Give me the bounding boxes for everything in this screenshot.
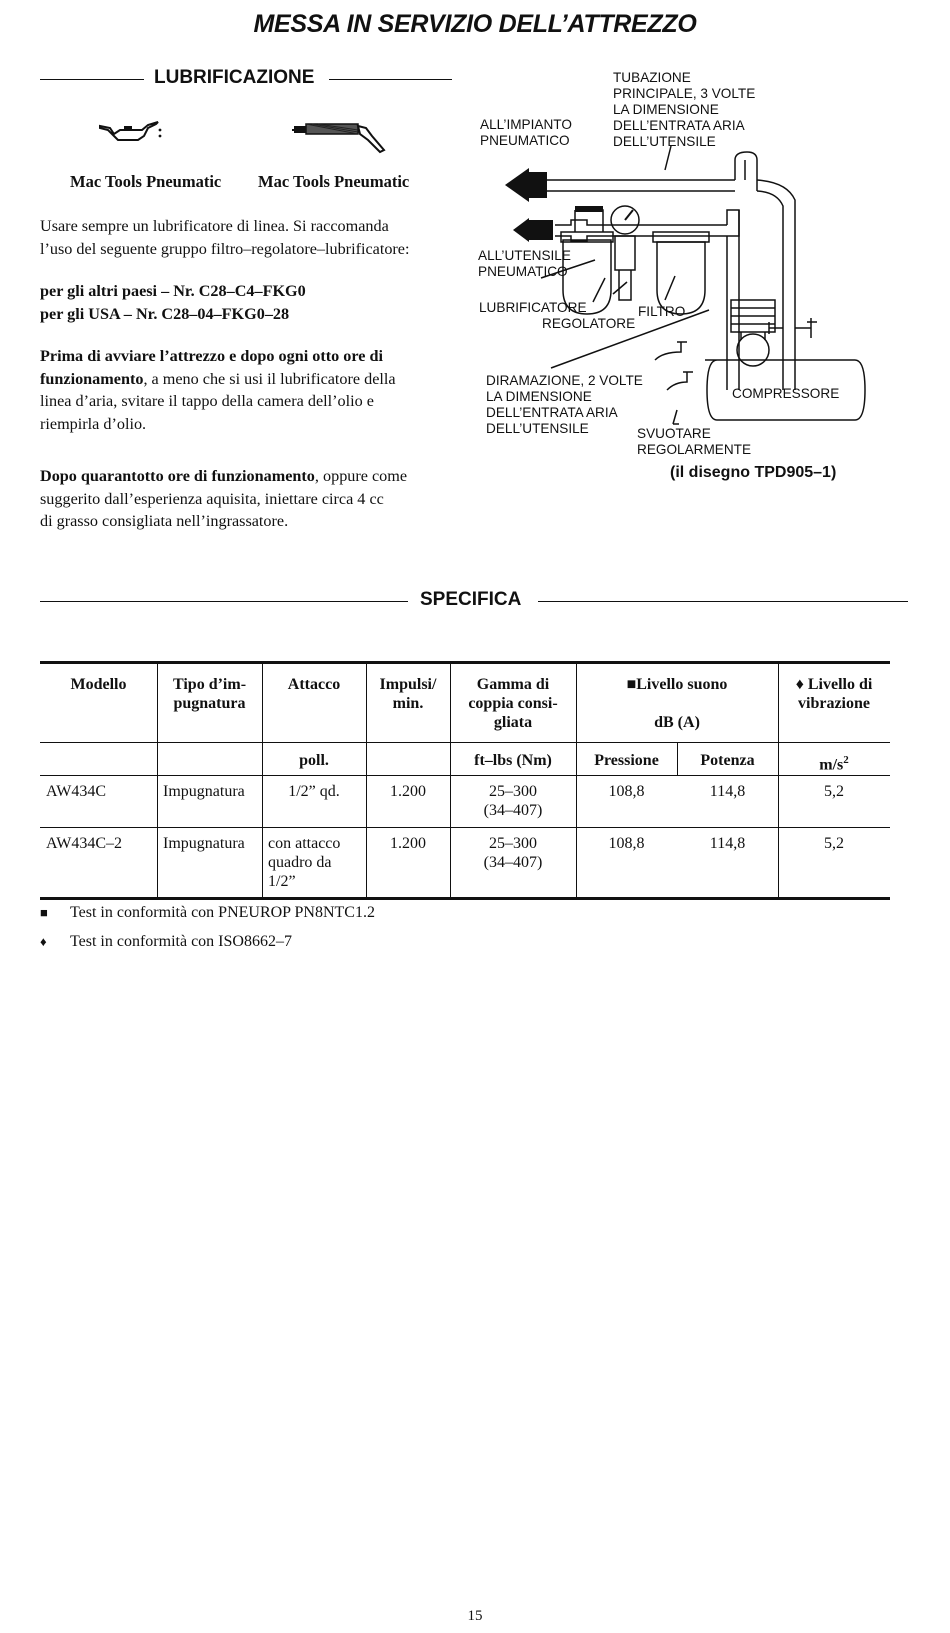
part-numbers [40, 280, 460, 325]
unit-vibration-exponent: 2 [843, 754, 849, 766]
text-line: , a meno che si usi il lubrificatore della [143, 369, 396, 388]
table-cell-drive: 1/2” qd. [288, 783, 340, 800]
header-grip [157, 675, 262, 713]
label-regulator: REGOLATORE [542, 316, 636, 331]
text-line: riempirla d’olio. [40, 414, 147, 433]
unit-torque: ft–lbs (Nm) [474, 752, 552, 769]
part-number-other: per gli altri paesi – Nr. C28–C4–FKG0 [40, 282, 306, 300]
icon-label-oil: Mac Tools Pneumatic [70, 172, 222, 191]
text-line: l’uso del seguente gruppo filtro–regolatore–lubrificatore: [40, 239, 410, 258]
table-cell-torque-ftlbs: 25–300 [489, 835, 537, 852]
spec-heading: SPECIFICA [420, 589, 522, 610]
table-top-rule [40, 661, 890, 664]
label-branch: DIRAMAZIONE, 2 VOLTE LA DIMENSIONE DELL’ENTRATA ARIA DELL’UTENSILE [486, 373, 643, 436]
table-cell-model: AW434C [46, 783, 107, 800]
text-line: di grasso consigliata nell’ingrassatore. [40, 512, 289, 530]
diamond-bullet-icon: ♦ [40, 934, 47, 949]
label-to-tool: ALL’UTENSILE PNEUMATICO [478, 248, 571, 279]
label-to-system: ALL’IMPIANTO PNEUMATICO [480, 117, 572, 148]
header-torque-line: coppia consi- [468, 695, 558, 712]
note-iso [40, 933, 292, 951]
bold-text: funzionamento [40, 369, 144, 388]
label-filter: FILTRO [638, 304, 686, 319]
header-torque-line: gliata [493, 714, 533, 731]
header-sound-unit: dB (A) [654, 714, 700, 731]
spec-table [40, 661, 890, 901]
table-column-divider [576, 661, 577, 899]
table-cell-grip: Impugnatura [163, 835, 245, 852]
header-sound: ■Livello suono [626, 676, 728, 693]
heading-rule-left [40, 79, 144, 80]
label-drain: SVUOTARE REGOLARMENTE [637, 426, 752, 457]
table-row-rule [40, 827, 890, 828]
unit-power: Potenza [700, 752, 755, 769]
page-number: 15 [467, 1608, 483, 1624]
lubrication-paragraph-3 [40, 465, 470, 533]
header-torque-line: Gamma di [476, 676, 550, 693]
note-pneurop [40, 904, 375, 922]
air-system-diagram [478, 60, 915, 510]
table-cell-torque [450, 834, 576, 872]
header-torque [450, 675, 576, 732]
label-main-pipe: TUBAZIONE PRINCIPALE, 3 VOLTE LA DIMENSIONE DELL’ENTRATA ARIA DELL’UTENSILE [613, 70, 756, 149]
header-vibration-line: ♦ Livello di [795, 676, 873, 693]
header-impacts-line: min. [392, 695, 424, 712]
table-cell-model: AW434C–2 [46, 835, 123, 852]
header-vibration-line: vibrazione [798, 695, 870, 712]
table-cell-vibration: 5,2 [824, 835, 844, 852]
text-line: Usare sempre un lubrificatore di linea. Si raccomanda [40, 217, 389, 235]
table-cell-torque-ftlbs: 25–300 [489, 783, 537, 800]
table-header-rule [40, 742, 890, 743]
text-line: suggerito dall’esperienza aquisita, iniettare circa 4 cc [40, 489, 384, 508]
lubrication-heading: LUBRIFICAZIONE [154, 67, 315, 88]
header-vibration [778, 675, 890, 713]
table-cell-drive-line: con attacco [268, 835, 341, 852]
diagram-caption: (il disegno TPD905–1) [670, 464, 837, 481]
unit-pressure: Pressione [594, 752, 659, 769]
header-grip-line: Tipo d’im- [172, 676, 247, 693]
header-impacts-line: Impulsi/ [379, 676, 437, 693]
table-cell-drive-line: 1/2” [268, 873, 296, 890]
unit-vibration [778, 751, 890, 774]
header-drive: Attacco [287, 676, 341, 693]
table-cell-impacts: 1.200 [390, 783, 426, 800]
text-line: linea d’aria, svitare il tappo della camera dell’olio e [40, 392, 374, 410]
unit-drive: poll. [299, 752, 329, 769]
table-column-divider [262, 661, 263, 899]
icon-label-grease: Mac Tools Pneumatic [258, 172, 410, 191]
header-model: Modello [70, 676, 127, 693]
table-bottom-rule [40, 897, 890, 900]
table-cell-pressure: 108,8 [608, 783, 645, 800]
bold-text: Dopo quarantotto ore di funzionamento [40, 467, 315, 485]
label-lubricator: LUBRIFICATORE [479, 300, 587, 315]
lubrication-paragraph-1 [40, 215, 460, 260]
table-cell-torque [450, 782, 576, 820]
note-text: Test in conformità con ISO8662–7 [70, 933, 292, 950]
bold-text: Prima di avviare l’attrezzo e dopo ogni otto ore di [40, 347, 384, 365]
grease-gun-icon [292, 122, 388, 158]
table-cell-torque-nm: (34–407) [483, 802, 543, 819]
table-unit-rule [40, 775, 890, 776]
text-line: , oppure come [314, 467, 408, 485]
table-cell-vibration: 5,2 [824, 783, 844, 800]
table-cell-grip: Impugnatura [163, 783, 245, 800]
header-grip-line: pugnatura [173, 695, 246, 712]
table-cell-drive-line: quadro da [268, 854, 332, 871]
heading-rule-right [329, 79, 452, 80]
note-text: Test in conformità con PNEUROP PN8NTC1.2 [70, 904, 375, 921]
spec-rule-left [40, 601, 408, 602]
oil-can-icon [98, 118, 164, 148]
table-cell-drive [268, 834, 340, 891]
page-title: MESSA IN SERVIZIO DELL’ATTREZZO [253, 10, 697, 38]
table-cell-torque-nm: (34–407) [483, 854, 543, 871]
square-bullet-icon: ■ [40, 905, 48, 920]
table-cell-power: 114,8 [709, 835, 746, 852]
part-number-usa: per gli USA – Nr. C28–04–FKG0–28 [40, 304, 290, 323]
spec-rule-right [538, 601, 908, 602]
lubrication-paragraph-2 [40, 345, 470, 435]
unit-vibration-text: m/s [819, 756, 844, 774]
table-cell-power: 114,8 [709, 783, 746, 800]
table-cell-pressure: 108,8 [608, 835, 645, 852]
header-impacts [366, 675, 450, 713]
table-cell-impacts: 1.200 [390, 835, 426, 852]
label-compressor: COMPRESSORE [732, 386, 840, 401]
